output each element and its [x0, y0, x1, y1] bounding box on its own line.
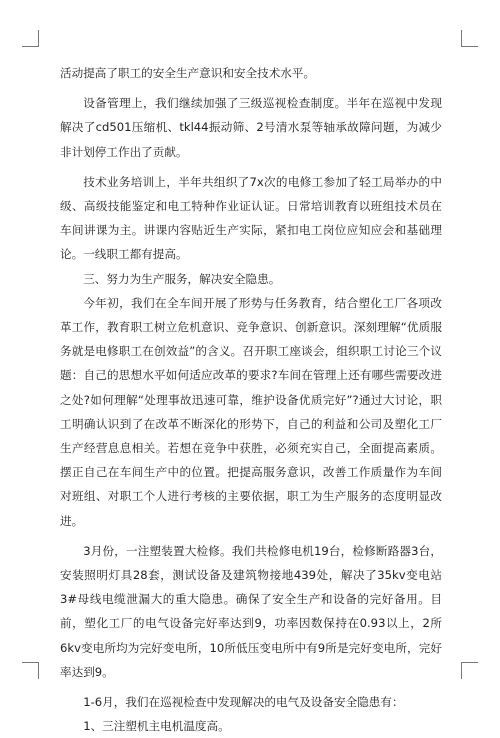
section-heading-production-service: 三、努力为生产服务，解决安全隐患。 [83, 271, 281, 286]
paragraph-march-overhaul: 3月份，一注塑装置大检修。我们共检修电机19台，检修断路器3台，安装照明灯具28套，测试设备及建筑物接地439处，解决了35kv变电站3#母线电缆泄漏大的重大隐患。确保了安全生产和设备的完好备用。目前，塑化工厂的电气设备完好率达到9，功率因数保持在0.93以上，2所6kv变电所均为完好变电所，10所低压变电所中有9所是完好变电所，完好率达到9。 [60, 543, 442, 679]
crop-mark-bottom-right [461, 662, 478, 679]
document-body [60, 61, 442, 738]
paragraph-continuation: 活动提高了职工的安全生产意识和安全技术水平。 [60, 66, 316, 80]
paragraph-hazards-intro: 1-6月，我们在巡视检查中发现解决的电气及设备安全隐患有： [83, 695, 404, 710]
crop-mark-top-left [22, 30, 39, 47]
paragraph-technical-training: 技术业务培训上，半年共组织了7x次的电修工参加了轻工局举办的中级、高级技能鉴定和电工特种作业证认证。日常培训教育以班组技术员在车间讲课为主。讲课内容贴近生产实际，紧扣电工岗位应知应会和基础理论。一线职工都有提高。 [60, 174, 442, 262]
paragraph-equipment-management: 设备管理上，我们继续加强了三级巡视检查制度。半年在巡视中发现解决了cd501压缩机、tkl44振动筛、2号清水泵等轴承故障问题，为减少非计划停工作出了贡献。 [60, 96, 442, 159]
crop-mark-top-right [461, 30, 478, 47]
crop-mark-bottom-left [22, 662, 39, 679]
paragraph-situation-education: 今年初，我们在全车间开展了形势与任务教育，结合塑化工厂各项改革工作，教育职工树立危机意识、竞争意识、创新意识。深刻理解“优质服务就是电修职工在创效益”的含义。召开职工座谈会，组织职工讨论三个议题：自己的思想水平如何适应改革的要求?车间在管理上还有哪些需要改进之处?如何理解“处理事故迅速可靠，维护设备优质完好”?通过大讨论，职工明确认识到了在改革不断深化的形势下，自己的利益和公司及塑化工厂生产经营息息相关。若想在竞争中获胜，必须充实自己，全面提高素质。摆正自己在车间生产中的位置。把提高服务意识，改善工作质量作为车间对班组、对职工个人进行考核的主要依据，职工为生产服务的态度明显改进。 [60, 295, 442, 528]
list-item-hazard-1: 1、三注塑机主电机温度高。 [83, 719, 230, 734]
